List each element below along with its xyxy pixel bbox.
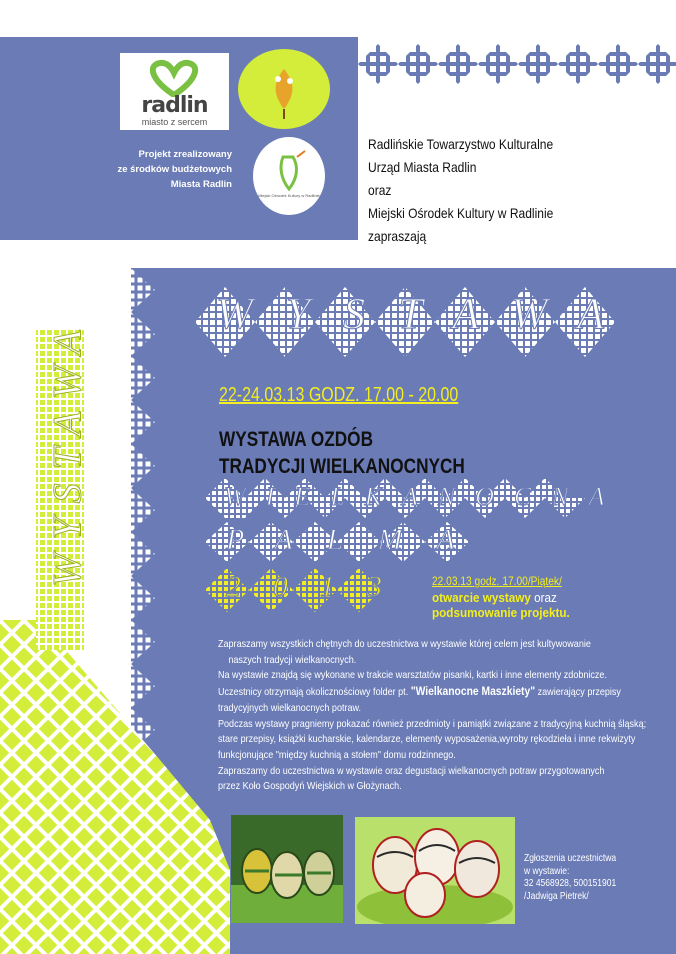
organizer-line: Miejski Ośrodek Kultury w Radlinie (368, 205, 554, 221)
exhibition-dates: 22-24.03.13 GODZ. 17.00 - 20.00 (219, 384, 459, 406)
funding-note-line: Miasta Radlin (170, 179, 232, 190)
mok-seal-caption: Miejski Ośrodek Kultury w Radlinie (258, 193, 320, 198)
opening-line-3: podsumowanie projektu. (432, 605, 570, 620)
body-line: Na wystawie znajdą się wykonane w trakcie warsztatów pisanki, kartki i inne elementy zdobnicze. (218, 669, 607, 682)
body-line: funkcjonujące "między kuchnią a stołem" domu rodzinnego. (218, 748, 456, 761)
diamond-strip-top (358, 44, 676, 84)
rtk-seal-logo (238, 49, 330, 129)
contact-line: Zgłoszenia uczestnictwa (524, 853, 617, 864)
contact-line: w wystawie: (524, 865, 570, 877)
opening-highlight: otwarcie wystawy (432, 590, 531, 605)
organizer-line: Urząd Miasta Radlin (368, 159, 477, 175)
body-line: naszych tradycji wielkanocnych. (228, 653, 357, 666)
body-line: stare przepisy, książki kucharskie, kalendarze, elementy wyposażenia,wyroby rękodzieła i inne rekwizyty (218, 733, 636, 746)
opening-conjunction: oraz (530, 590, 557, 605)
radlin-logo-tagline: miasto z sercem (141, 117, 208, 127)
contact-line: 32 4568928, 500151901 (524, 878, 617, 889)
funding-note (108, 147, 232, 192)
tree-icon (238, 49, 330, 129)
opening-date: 22.03.13 godz. 17.00/Piątek/ (432, 574, 562, 588)
radlin-logo-word: radlin (141, 93, 208, 118)
body-line-folder (218, 684, 621, 701)
mok-seal-logo (253, 137, 325, 215)
organizers-list (368, 133, 553, 248)
side-title: WYSTAWA (44, 316, 90, 587)
body-line: Uczestnicy otrzymają okolicznościowy folder pt. (218, 686, 409, 699)
folder-title: "Wielkanocne Maszkiety" (410, 684, 536, 699)
organizer-line: oraz (368, 182, 392, 198)
organizer-line: zapraszają (368, 228, 427, 244)
body-line: Zapraszamy do uczestnictwa w wystawie oraz degustacji wielkanocnych potraw przygotowanych (218, 764, 605, 777)
headline-line-2: TRADYCJI WIELKANOCNYCH (219, 455, 465, 478)
funding-note-line: ze środków budżetowych (117, 164, 232, 175)
theme-title-1: WIELKANOCNA (224, 482, 625, 511)
headline-line-1: WYSTAWA OZDÓB (219, 428, 374, 451)
banner-title: WYSTAWA (216, 289, 638, 338)
folder-suffix: zawierający przepisy (535, 686, 621, 699)
body-line: Podczas wystawy pragniemy pokazać również przedmioty i pamiątki związane z tradycyjną kuchnią śląską; (218, 717, 647, 730)
registration-contact (524, 853, 616, 903)
radlin-logo (120, 53, 229, 130)
heart-icon (120, 57, 229, 97)
body-line: tradycyjnych wielkanocnych potraw. (218, 701, 362, 714)
photo-decorated-eggs (231, 815, 343, 923)
invitation-body (218, 637, 647, 795)
contact-line: /Jadwiga Pietrek/ (524, 890, 589, 902)
heart-bird-icon (253, 137, 325, 215)
body-line: Zapraszamy wszystkich chętnych do uczestnictwa w wystawie której celem jest kultywowanie (218, 638, 591, 650)
funding-note-line: Projekt zrealizowany (138, 149, 232, 160)
organizer-line: Radlińskie Towarzystwo Kulturalne (368, 136, 554, 152)
theme-title-2: PALMA (226, 523, 489, 556)
photo-thread-eggs (355, 817, 515, 924)
opening-line-2 (432, 590, 557, 605)
year-title: 2013 (226, 570, 414, 603)
body-line: przez Koło Gospodyń Wiejskich w Głożynach. (218, 780, 402, 793)
